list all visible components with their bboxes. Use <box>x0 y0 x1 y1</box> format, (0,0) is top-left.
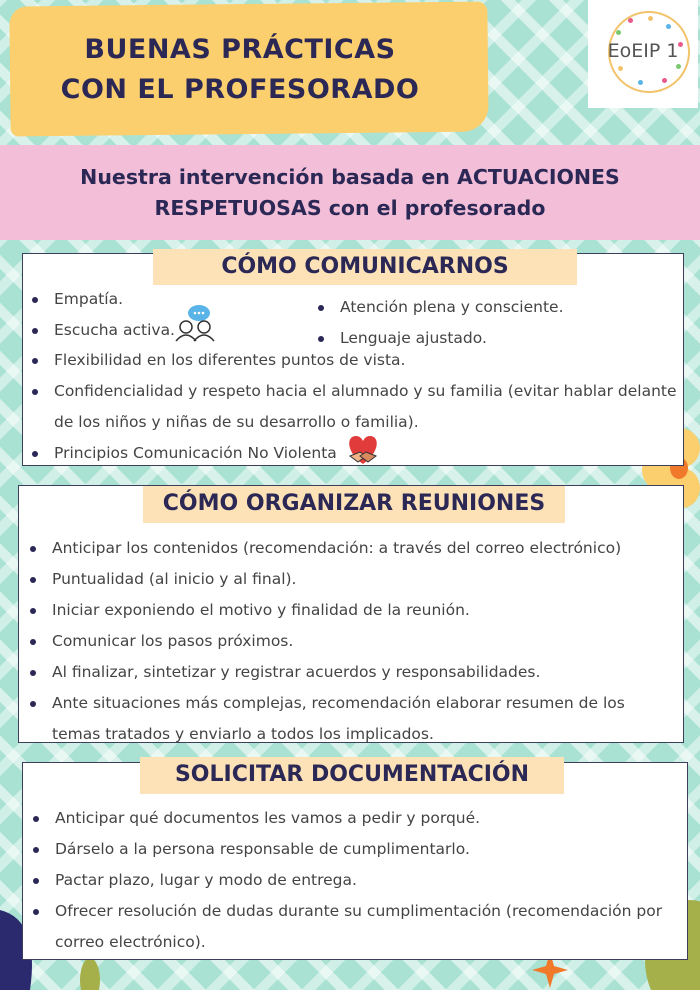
subtitle-banner <box>0 145 700 240</box>
list-item: Pactar plazo, lugar y modo de entrega. <box>25 865 662 896</box>
list-item: Anticipar los contenidos (recomendación: a través del correo electrónico) <box>22 533 625 564</box>
title-line-2: CON EL PROFESORADO <box>60 74 420 105</box>
list-reuniones <box>22 533 625 750</box>
heading-documentacion: SOLICITAR DOCUMENTACIÓN <box>140 757 564 794</box>
list-item: Ofrecer resolución de dudas durante su cumplimentación (recomendación por <box>25 896 662 927</box>
list-item-continuation: correo electrónico). <box>55 933 206 951</box>
subtitle-line-2: RESPETUOSAS con el profesorado <box>154 196 546 220</box>
logo-text: EoEIP 1 <box>607 40 679 62</box>
logo <box>588 0 698 108</box>
list-item: Iniciar exponiendo el motivo y finalidad de la reunión. <box>22 595 625 626</box>
heading-comunicarnos: CÓMO COMUNICARNOS <box>153 249 577 285</box>
list-item: Confidencialidad y respeto hacia el alumnado y su familia (evitar hablar delante <box>24 376 677 407</box>
list-item: Flexibilidad en los diferentes puntos de vista. <box>24 345 677 376</box>
subtitle-text <box>20 162 680 224</box>
list-item: Comunicar los pasos próximos. <box>22 626 625 657</box>
list-comunicar-left <box>24 284 175 346</box>
heading-reuniones: CÓMO ORGANIZAR REUNIONES <box>143 486 565 523</box>
list-item: Lenguaje ajustado. <box>310 323 564 354</box>
list-item: Escucha activa. <box>24 315 175 346</box>
list-item: Anticipar qué documentos les vamos a pedir y porqué. <box>25 803 662 834</box>
speech-bubbles-icon <box>172 303 218 343</box>
subtitle-line-1: Nuestra intervención basada en ACTUACIONES <box>80 165 620 189</box>
list-item: Puntualidad (al inicio y al final). <box>22 564 625 595</box>
heart-hands-icon <box>344 430 382 468</box>
list-item: Dárselo a la persona responsable de cumplimentarlo. <box>25 834 662 865</box>
list-item: Principios Comunicación No Violenta <box>24 438 677 469</box>
list-item: Ante situaciones más complejas, recomendación elaborar resumen de los <box>22 688 625 719</box>
list-documentacion <box>25 803 662 958</box>
list-item-continuation: de los niños y niñas de su desarrollo o familia). <box>54 413 419 431</box>
title-line-1: BUENAS PRÁCTICAS <box>84 34 396 65</box>
list-item: Al finalizar, sintetizar y registrar acuerdos y responsabilidades. <box>22 657 625 688</box>
list-item: Atención plena y consciente. <box>310 292 564 323</box>
list-item: Empatía. <box>24 284 175 315</box>
list-item-continuation: temas tratados y enviarlo a todos los implicados. <box>52 725 434 743</box>
page-title <box>60 30 420 110</box>
